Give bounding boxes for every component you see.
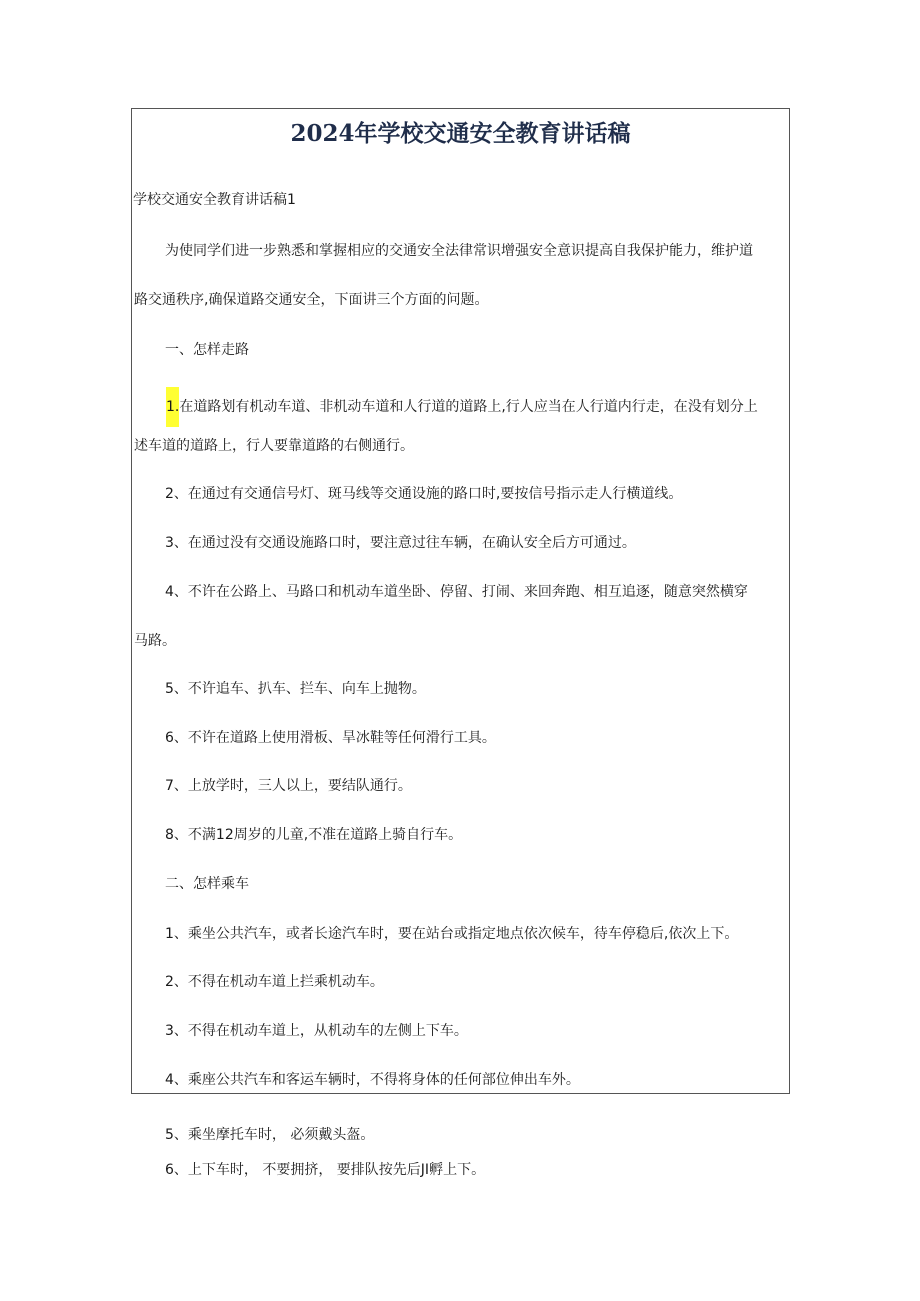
walking-item-1-text: 在道路划有机动车道、非机动车道和人行道的道路上,行人应当在人行道内行走，在没有划分上 [179,399,758,415]
section-heading-walking: 一、怎样走路 [165,342,249,358]
walking-item-4-line-1: 4、不许在公路上、马路口和机动车道坐卧、停留、打闹、来回奔跑、相互追逐，随意突然横穿 [165,584,748,600]
riding-item-4: 4、乘座公共汽车和客运车辆时，不得将身体的任何部位伸出车外。 [165,1072,580,1088]
riding-item-2: 2、不得在机动车道上拦乘机动车。 [165,974,384,990]
walking-item-4-line-2: 马路。 [134,633,176,649]
riding-item-3: 3、不得在机动车道上，从机动车的左侧上下车。 [165,1023,468,1039]
walking-item-2: 2、在通过有交通信号灯、斑马线等交通设施的路口时,要按信号指示走人行横道线。 [165,486,683,502]
document-subtitle: 学校交通安全教育讲话稿1 [133,192,296,208]
walking-item-1-line-2: 述车道的道路上，行人要靠道路的右侧通行。 [134,438,414,454]
walking-item-3: 3、在通过没有交通设施路口时，要注意过往车辆，在确认安全后方可通过。 [165,535,636,551]
intro-paragraph-line-1: 为使同学们进一步熟悉和掌握相应的交通安全法律常识增强安全意识提高自我保护能力，维护道 [165,243,753,259]
section-heading-riding: 二、怎样乘车 [165,876,249,892]
riding-item-5: 5、乘坐摩托车时， 必须戴头盔。 [165,1127,375,1143]
walking-item-6: 6、不许在道路上使用滑板、旱冰鞋等任何滑行工具。 [165,730,496,746]
intro-paragraph-line-2: 路交通秩序,确保道路交通安全，下面讲三个方面的问题。 [134,292,489,308]
highlight-marker: 1. [166,387,179,427]
riding-item-6: 6、上下车时， 不要拥挤， 要排队按先后JI孵上下。 [165,1162,486,1178]
walking-item-8: 8、不满12周岁的儿童,不准在道路上骑自行车。 [165,827,463,843]
riding-item-1: 1、乘坐公共汽车，或者长途汽车时，要在站台或指定地点依次候车，待车停稳后,依次上下。 [165,926,739,942]
walking-item-7: 7、上放学时，三人以上，要结队通行。 [165,778,412,794]
walking-item-1-line-1 [166,387,758,427]
document-title: 2024年学校交通安全教育讲话稿 [290,120,631,147]
walking-item-5: 5、不许追车、扒车、拦车、向车上抛物。 [165,681,426,697]
